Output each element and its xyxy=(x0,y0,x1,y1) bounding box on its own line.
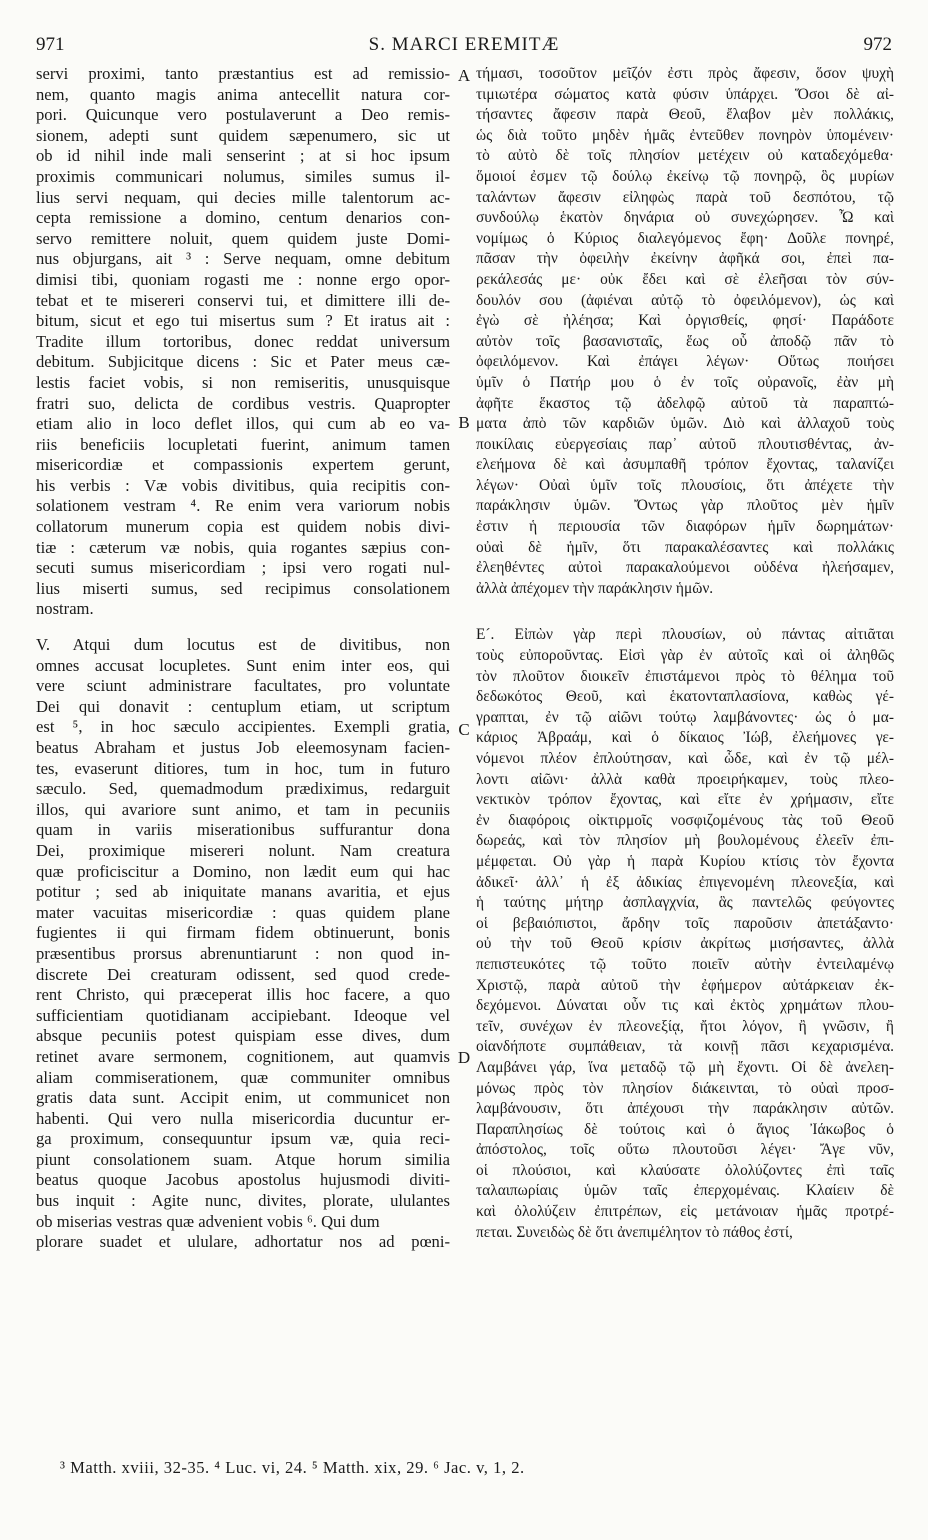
text-line: nus objurgans, ait ³ : Serve nequam, omne debitum xyxy=(36,249,450,269)
text-line: potitur ; sed ab iniquitate manans avaritia, et ejus xyxy=(36,882,450,902)
text-line: οὐ τὴν τοῦ Θεοῦ κρίσιν ἀκρίτως μισήσαντες, ἀλλὰ xyxy=(476,935,894,953)
text-line: παράκλησιν ὑμῶν. Ὄντως γὰρ πλοῦτος μὲν ἡμῖν xyxy=(476,497,894,515)
text-line: ὑμῖν ὁ Πατήρ μου ὁ ἐν τοῖς οὐρανοῖς, ἐὰν μὴ xyxy=(476,373,894,391)
text-line: mater vacuitas misericordiæ : quas quidem plane xyxy=(36,902,450,922)
text-line: lius miserti sumus, sed recipimus consolationem xyxy=(36,578,450,598)
text-line: τιμιωτέρα σώματος κατὰ φύσιν ὑπάρχει. Ὅσοι δὲ αἰ- xyxy=(476,85,894,103)
text-line: λέγων· Οὐαὶ ὑμῖν τοῖς πλουσίοις, ὅτι ἀπέχετε τὴν xyxy=(476,476,894,494)
text-line: ταλαιπωρίαις ὑμῶν ταῖς ἐπερχομέναις. Κλαίειν δὲ xyxy=(476,1182,894,1200)
text-line: absque pecuniis potest quispiam esse dives, dum xyxy=(36,1026,450,1046)
text-line: μέμφεται. Οὐ γὰρ ἡ παρὰ Κυρίου κτίσις τὸν ἔχοντα xyxy=(476,852,894,870)
text-line: illos, qui avariore sunt animo, et tam in pecuniis xyxy=(36,799,450,819)
text-line: συνδούλῳ ἑκατὸν δηνάρια οὐ συνεχώρησεν. Ὦ καὶ xyxy=(476,209,894,227)
text-line: his verbis : Væ vobis divitibus, quia recipitis con- xyxy=(36,475,450,495)
text-line: τὸ αὐτὸ δὲ τοῖς πλησίον μετέχειν οὐ καταδεχόμεθα· xyxy=(476,147,894,165)
text-line: omnes accusat locupletes. Sunt enim inter eos, qui xyxy=(36,655,450,675)
text-line: sionem, adepti sunt quidem sæpenumero, sic ut xyxy=(36,125,450,145)
text-line: tebat et te misereri conservi tui, et dimittere illi de- xyxy=(36,290,450,310)
text-line: est ⁵, in hoc sæculo accipientes. Exempli gratia, xyxy=(36,717,450,737)
text-line: bus inquit : Agite nunc, divites, plorate, ululantes xyxy=(36,1191,450,1211)
text-line: Dei, proximique misereri nolunt. Nam creatura xyxy=(36,840,450,860)
text-line: δεχόμενοι. Δύναται οὖν τις καὶ ἐκτὸς χρημάτων πλου- xyxy=(476,997,894,1015)
text-line: νομίμως ὁ Κύριος διαλεγόμενος ἔφη· Δοῦλε πονηρέ, xyxy=(476,229,894,247)
text-line: ἡ ταύτης μήτηρ ἀσπλαγχνία, ἃς παντελῶς φεύγοντες xyxy=(476,894,894,912)
text-line: ρεκάλεσάς με· οὐκ ἔδει καὶ σὲ ἐλεῆσαι τὸν σύν- xyxy=(476,270,894,288)
text-line: secuti sumus misericordiam ; ipsi vero rogati nul- xyxy=(36,558,450,578)
text-line: οἱ πλούσιοι, καὶ κλαύσατε ὀλολύζοντες ἐπὶ ταῖς xyxy=(476,1161,894,1179)
text-line: fugientes ii qui firmam fidem obtinuerunt, bonis xyxy=(36,923,450,943)
text-line: rent Christo, qui præceperat illis hoc facere, a quo xyxy=(36,985,450,1005)
text-line: αὐτὸν τοῖς βασανισταῖς, ἕως οὗ ἀποδῷ πᾶν τὸ xyxy=(476,332,894,350)
text-line: οἱ βεβαιόπιστοι, ἄρδην τοῖς παροῦσιν ἀπετάξαντο· xyxy=(476,914,894,932)
text-line: sæculo. Sed, quemadmodum prædiximus, redarguit xyxy=(36,779,450,799)
text-line: δουλόν σου (ἀφιέναι αὐτῷ τὸ ὀφειλόμενον), ὡς καὶ xyxy=(476,291,894,309)
text-line: Παραπλησίως δὲ τούτοις καὶ ὁ ἅγιος Ἰάκωβος ὁ xyxy=(476,1120,894,1138)
text-line: V. Atqui dum locutus est de divitibus, non xyxy=(36,635,450,655)
text-line: dimisi tibi, quoniam rogasti me : nonne ergo opor- xyxy=(36,269,450,289)
text-line: discrete Dei creaturam odissent, sed quod crede- xyxy=(36,964,450,984)
page-number-left: 971 xyxy=(36,34,65,55)
text-line: vere sciunt administrare facultates, pro voluntate xyxy=(36,676,450,696)
text-line: ὀφειλόμενον. Καὶ ἐπάγει λέγων· Οὕτως ποιήσει xyxy=(476,353,894,371)
text-line: ἀλλὰ ἀπέχομεν τὴν παράκλησιν ἡμῶν. xyxy=(476,579,714,597)
text-line: δεδωκότος Θεοῦ, καὶ ἑκατονταπλασίονα, καθὼς γέ- xyxy=(476,688,894,706)
text-line: λαμβάνουσιν, ὅτι ἀπέχουσι τὴν παράκλησιν αὐτῶν. xyxy=(476,1100,894,1118)
margin-marker-d: D xyxy=(457,1048,471,1067)
text-line: μόνως πρὸς τὸν πλησίον διάκεινται, τὸ οὐαὶ προσ- xyxy=(476,1079,894,1097)
text-line: ἐν διαφόροις οἰκτιρμοῖς νοσφιζομένους τὰς τοῦ Θεοῦ xyxy=(476,811,894,829)
text-line: Χριστῷ, παρὰ αὐτοῦ τὴν ἐφήμερον αὐτάρκειαν ἐκ- xyxy=(476,976,894,994)
text-line: καὶ ὀλολύζειν ἐπιτρέπων, εἰς μετάνοιαν ἡμᾶς προτρέ- xyxy=(476,1203,894,1221)
greek-column xyxy=(476,64,894,1243)
text-line: ἐστιν ἡ περιουσία τῶν διαφόρων ἡμῖν δωρημάτων· xyxy=(476,518,894,536)
text-line: ὡς διὰ τοῦτο μηδὲν ἡμᾶς ἐντεῦθεν πονηρὸν ὑπομένειν· xyxy=(476,126,894,144)
text-line: οἱανδήποτε συμπάθειαν, τὰ κοινῇ πᾶσι κεχαρισμένα. xyxy=(476,1038,894,1056)
page-number-right: 972 xyxy=(863,34,892,55)
text-line: habenti. Qui vero nulla misericordia ducuntur er- xyxy=(36,1108,450,1128)
text-line: τοὺς εὐποροῦντας. Εἰσὶ γὰρ ἐν αὐτοῖς καὶ οἱ ἀληθῶς xyxy=(476,647,894,665)
text-line: proximis communicari nolumus, similes sumus il- xyxy=(36,166,450,186)
text-line: pori. Quicunque vero postulaverunt a Deo remis- xyxy=(36,105,450,125)
text-line: ἀπόστολος, τοῖς οὕτω πλουτοῦσι λέγει· Ἄγε νῦν, xyxy=(476,1141,894,1159)
text-line: bitum, sicut et ego tui misertus sum ? Et iratus ait : xyxy=(36,311,450,331)
text-line: retinet avare sermonem, cognitionem, aut quamvis xyxy=(36,1046,450,1066)
text-line: præsentibus prorsus abrenuntiarunt : non quod in- xyxy=(36,943,450,963)
text-line: piunt consolationem suam. Atque horum similia xyxy=(36,1149,450,1169)
text-line: πᾶσαν τὴν ὀφειλὴν ἐκείνην ἀφῆκά σοι, ἐπεὶ πα- xyxy=(476,250,894,268)
text-line: quæ proficiscitur a Domino, non lædit eum qui hac xyxy=(36,861,450,881)
text-line: Ε´. Εἰπὼν γὰρ περὶ πλουσίων, οὐ πάντας αἰτιᾶται xyxy=(476,626,894,644)
text-line: tes, evaserunt ditiores, tum in hoc, tum in futuro xyxy=(36,758,450,778)
text-line: ἐγὼ σὲ ἠλέησα; Καὶ ὀργισθείς, φησί· Παράδοτε xyxy=(476,312,894,330)
text-line: ἀφῆτε ἕκαστος τῷ ἀδελφῷ αὐτοῦ τὰ παραπτώ- xyxy=(476,394,894,412)
text-line: ὅμοιοί ἐσμεν τῷ δούλῳ ἐκείνῳ τῷ πονηρῷ, ὃς μυρίων xyxy=(476,167,894,185)
text-line: νόμενοι πλέον ἐπλούτησαν, καὶ ὧδε, καὶ ἐν τῷ μέλ- xyxy=(476,750,894,767)
text-line: ματα ἀπὸ τῶν καρδιῶν ὑμῶν. Διὸ καὶ ἀλλαχοῦ τοὺς xyxy=(476,415,894,433)
text-line: τὸν πλοῦτον διοικεῖν ἐπιστάμενοι πρὸς τὸ θέλημα τοῦ xyxy=(476,667,894,685)
text-line: tiæ : cæterum væ nobis, quia rogantes sæpius con- xyxy=(36,537,450,557)
text-line: ποικίλαις εὐεργεσίαις παρ᾽ αὐτοῦ πλουτισθέντας, ἀν- xyxy=(476,435,894,453)
text-line: servi proximi, tanto præstantius est ad remissio- xyxy=(36,64,450,83)
text-line: fratri suo, delicta de cordibus vestris. Quapropter xyxy=(36,393,450,413)
text-line: λοντι αἰῶνι· ἀλλὰ καθὰ προειρήκαμεν, τοὺς πλεο- xyxy=(476,770,894,788)
text-line: γραπται, ἐν τῷ αἰῶνι τούτῳ λαμβάνοντες· ὡς ὁ μα- xyxy=(476,708,894,726)
text-line: ελεήμονα δὲ καὶ ἀσυμπαθῆ τρόπον ἔχοντας, ταλανίζει xyxy=(476,456,894,474)
text-line: ἀδικεῖ· ἀλλ᾽ ἡ ἐξ ἀδικίας ἐπιγενομένη πλεονεξία, καὶ xyxy=(476,873,894,891)
text-line: ob id nihil inde mali senserint ; at si hoc ipsum xyxy=(36,146,450,166)
text-line: Dei qui donavit : centuplum etiam, ut scriptum xyxy=(36,696,450,716)
text-line: κάριος Ἀβραάμ, καὶ ὁ δίκαιος Ἰώβ, ἐλεήμονες γε- xyxy=(476,729,894,747)
text-line: riis beneficiis locupletati fuerint, animum tamen xyxy=(36,434,450,454)
text-line: debitum. Subjicitque dicens : Sic et Pater meus cæ- xyxy=(36,352,450,372)
text-line: beatus quoque Jacobus apostolus hujusmodi diviti- xyxy=(36,1170,450,1190)
text-line: beatus Abraham et justus Job eleemosynam facien- xyxy=(36,738,450,757)
text-line: ταλάντων ἄφεσιν εἰληφὼς παρὰ τοῦ δεσπότου, τῷ xyxy=(476,188,894,206)
text-line: plorare suadet et ululare, adhortatur nos ad pœni- xyxy=(36,1232,450,1252)
text-line: misericordiæ et compassionis expertem gerunt, xyxy=(36,455,450,475)
text-line: servo remittere noluit, quem quidem juste Domi- xyxy=(36,228,450,248)
text-line: lius servi nequam, qui decies mille talentorum ac- xyxy=(36,187,450,207)
text-line: Tradite illum tortoribus, donec reddat universum xyxy=(36,331,450,351)
text-line: οὐαὶ δὲ ἡμῖν, ὅτι παρακαλέσαντες καὶ πολλάκις xyxy=(476,538,894,556)
text-line: aliam commiserationem, quæ communiter omnibus xyxy=(36,1067,450,1087)
page-header xyxy=(36,34,892,60)
text-line: etiam alio in loco deflet illos, qui cum ab eo va- xyxy=(36,414,450,434)
text-line: νεκτικὸν τρόπον ἔχοντας, καὶ εἴτε ἐν χρήμασιν, εἴτε xyxy=(476,791,894,809)
text-line: cepta remissione a domino, centum denarios con- xyxy=(36,208,450,228)
text-line: solationem vestram ⁴. Re enim vera variorum nobis xyxy=(36,496,450,516)
text-line: Λαμβάνει γάρ, ἵνα μεταδῷ τῷ μὴ ἔχοντι. Οἱ δὲ ἀνελεη- xyxy=(476,1058,894,1076)
text-line: πεπιστευκότες τῷ τοῦτο ποιεῖν αὐτὴν ἐντειλαμένῳ xyxy=(476,955,894,973)
text-line: gratis data sunt. Accipit enim, ut communicet non xyxy=(36,1088,450,1108)
text-line: τήσαντες ἄφεσιν παρὰ Θεοῦ, ἔλαβον μὲν πολλάκις, xyxy=(476,106,894,124)
margin-marker-a: A xyxy=(457,66,471,85)
text-line: δωρεάς, καὶ τὸν πλησίον μὴ βουλομένους ἐλεεῖν ἐπι- xyxy=(476,832,894,850)
running-title: S. MARCI EREMITÆ xyxy=(368,34,560,55)
margin-marker-c: C xyxy=(458,720,470,739)
text-line: lestis faciet vobis, si non remiseritis, unusquisque xyxy=(36,372,450,392)
text-line: collatorum munerum copia est quidem nobis divi- xyxy=(36,517,450,537)
text-line: τήμασι, τοσοῦτον μεῖζόν ἐστι πρὸς ἄφεσιν, ὅσον ψυχὴ xyxy=(476,65,894,82)
text-line: πεται. Συνειδὼς δὲ ὅτι ἀνεπιμέλητον τὸ πάθος ἐστί, xyxy=(476,1223,793,1241)
text-line: τεῖν, συνέχων ἐν πλεονεξίᾳ, ἤτοι λόγον, ἢ γνῶσιν, ἢ xyxy=(476,1017,894,1035)
latin-column xyxy=(36,64,450,1253)
text-line: nem, quanto magis anima antecellit natura cor- xyxy=(36,84,450,104)
margin-marker-b: B xyxy=(458,413,470,432)
text-line: ga proximum, consequuntur ipsum væ, quia reci- xyxy=(36,1129,450,1149)
text-line: nostram. xyxy=(36,599,94,619)
footnotes: ³ Matth. xviii, 32-35. ⁴ Luc. vi, 24. ⁵ Matth. xix, 29. ⁶ Jac. v, 1, 2. xyxy=(60,1458,525,1477)
text-line: ob miserias vestras quæ advenient vobis ⁶. Qui dum xyxy=(36,1211,380,1231)
text-line: ἐλεηθέντες αὐτοὶ παρακαλούμενοι οὐδένα ἠλεήσαμεν, xyxy=(476,559,894,577)
text-line: quam in variis miserationibus suffurantur dona xyxy=(36,820,450,840)
text-line: sufficientiam quotidianam accipiebant. Ideoque vel xyxy=(36,1005,450,1025)
